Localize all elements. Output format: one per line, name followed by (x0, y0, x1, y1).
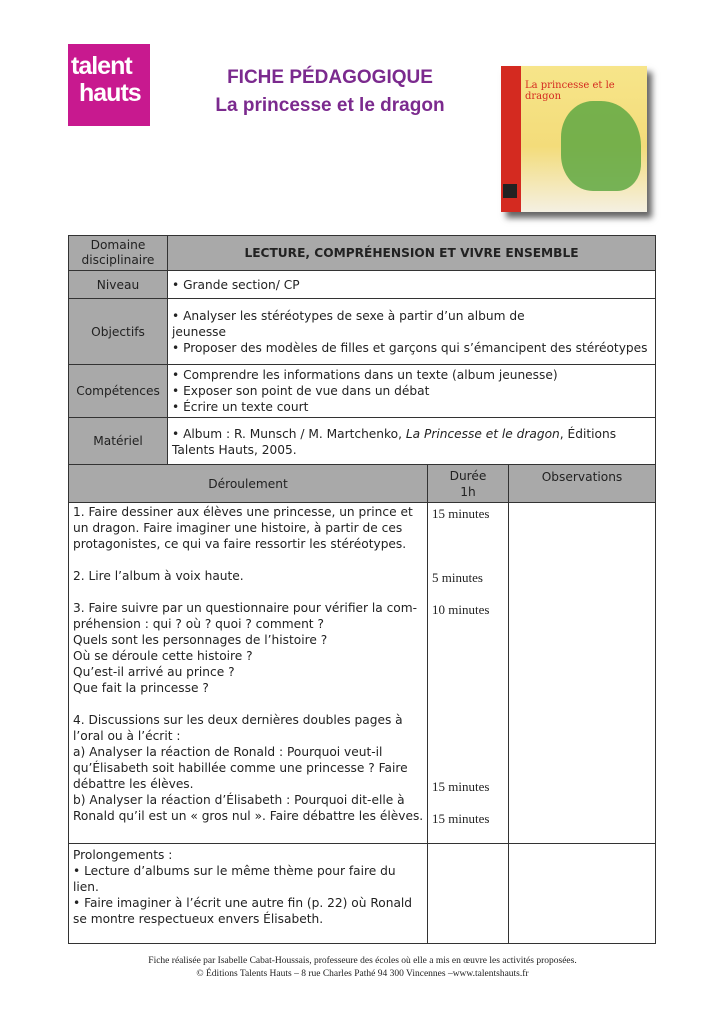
prolongement-line: se montre respectueux envers Élisabeth. (73, 912, 324, 926)
step-line: qu’Élisabeth soit habillée comme une princesse ? Faire (73, 761, 408, 775)
duration: 15 minutes (432, 779, 490, 794)
duration: 5 minutes (432, 570, 483, 585)
objectifs-label: Objectifs (68, 298, 168, 365)
deroulement-header: Déroulement (68, 464, 428, 503)
domaine-label: Domaine disciplinaire (68, 235, 168, 271)
step-line: Qu’est-il arrivé au prince ? (73, 665, 235, 679)
step-line: b) Analyser la réaction d’Élisabeth : Pourquoi dit-elle à (73, 793, 405, 807)
footer-copyright: © Éditions Talents Hauts – 8 rue Charles Pathé 94 300 Vincennes –www.talentshauts.fr (196, 969, 529, 979)
list-item: jeunesse (172, 324, 227, 339)
duree-label: Durée (449, 468, 487, 483)
prolongement-line: Prolongements : (73, 848, 173, 862)
cover-title: La princesse et le dragon (525, 80, 615, 102)
publisher-logo (68, 44, 150, 126)
page-title (160, 64, 500, 120)
objectifs-value (167, 298, 656, 365)
step-3 (73, 600, 417, 696)
list-item: • Comprendre les informations dans un texte (album jeunesse) (172, 368, 558, 382)
step-line: débattre les élèves. (73, 777, 194, 791)
prolongements-observations (508, 843, 656, 944)
title-line: FICHE PÉDAGOGIQUE (227, 67, 433, 88)
prolongements-cell (68, 843, 428, 944)
niveau-label: Niveau (68, 270, 168, 299)
list-item: • Exposer son point de vue dans un débat (172, 384, 430, 398)
footer (0, 955, 725, 981)
step-2 (73, 568, 244, 584)
dragon-illustration (561, 101, 641, 191)
prolongements-duree (427, 843, 509, 944)
duration: 15 minutes (432, 811, 490, 826)
step-line: a) Analyser la réaction de Ronald : Pourquoi veut-il (73, 745, 383, 759)
book-cover-image (501, 66, 647, 212)
duration: 15 minutes (432, 506, 490, 521)
prolongement-line: • Faire imaginer à l’écrit une autre fin (p. 22) où Ronald (73, 896, 413, 910)
step-line: 3. Faire suivre par un questionnaire pour vérifier la com- (73, 601, 418, 615)
step-line: l’oral ou à l’écrit : (73, 729, 181, 743)
list-item: • Analyser les stéréotypes de sexe à partir d’un album de (172, 308, 525, 323)
step-line: protagonistes, ce qui va faire ressortir les stéréotypes. (73, 537, 407, 551)
list-item: • Proposer des modèles de filles et garçons qui s’émancipent des stéréotypes (172, 340, 648, 355)
subtitle-line: La princesse et le dragon (215, 95, 445, 116)
book-title: La Princesse et le dragon (405, 427, 560, 441)
materiel-label: Matériel (68, 417, 168, 465)
niveau-value: • Grande section/ CP (167, 270, 656, 299)
logo-text: hauts (79, 79, 141, 107)
duree-total: 1h (460, 484, 476, 499)
competences-value (167, 364, 656, 418)
materiel-value (167, 417, 656, 465)
prolongement-line: • Lecture d’albums sur le même thème pour faire du (73, 864, 396, 878)
step-line: 4. Discussions sur les deux dernières doubles pages à (73, 713, 403, 727)
step-line: Ronald qu’il est un « gros nul ». Faire débattre les élèves. (73, 809, 424, 823)
competences-label: Compétences (68, 364, 168, 418)
step-4 (73, 712, 423, 824)
logo-text: talent (71, 52, 132, 80)
step-1 (73, 504, 413, 552)
step-line: 1. Faire dessiner aux élèves une princesse, un prince et (73, 505, 413, 519)
duration: 10 minutes (432, 602, 490, 617)
observations-cell (508, 502, 656, 844)
step-line: Que fait la princesse ? (73, 681, 209, 695)
step-line: préhension : qui ? où ? quoi ? comment ? (73, 617, 324, 631)
step-line: 2. Lire l’album à voix haute. (73, 569, 244, 583)
step-line: Où se déroule cette histoire ? (73, 649, 253, 663)
materiel-text: , Éditions Talents Hauts, 2005. (172, 427, 617, 457)
materiel-text: • Album : R. Munsch / M. Martchenko, (172, 427, 406, 441)
duree-header (427, 464, 509, 503)
step-line: Quels sont les personnages de l’histoire ? (73, 633, 328, 647)
footer-credit: Fiche réalisée par Isabelle Cabat-Houssais, professeure des écoles où elle a mis en œuvre les activités proposées. (148, 956, 577, 966)
prolongement-line: lien. (73, 880, 99, 894)
observations-header: Observations (508, 464, 656, 503)
step-line: un dragon. Faire imaginer une histoire, à partir de ces (73, 521, 403, 535)
domaine-value: LECTURE, COMPRÉHENSION ET VIVRE ENSEMBLE (167, 235, 656, 271)
list-item: • Écrire un texte court (172, 400, 309, 414)
